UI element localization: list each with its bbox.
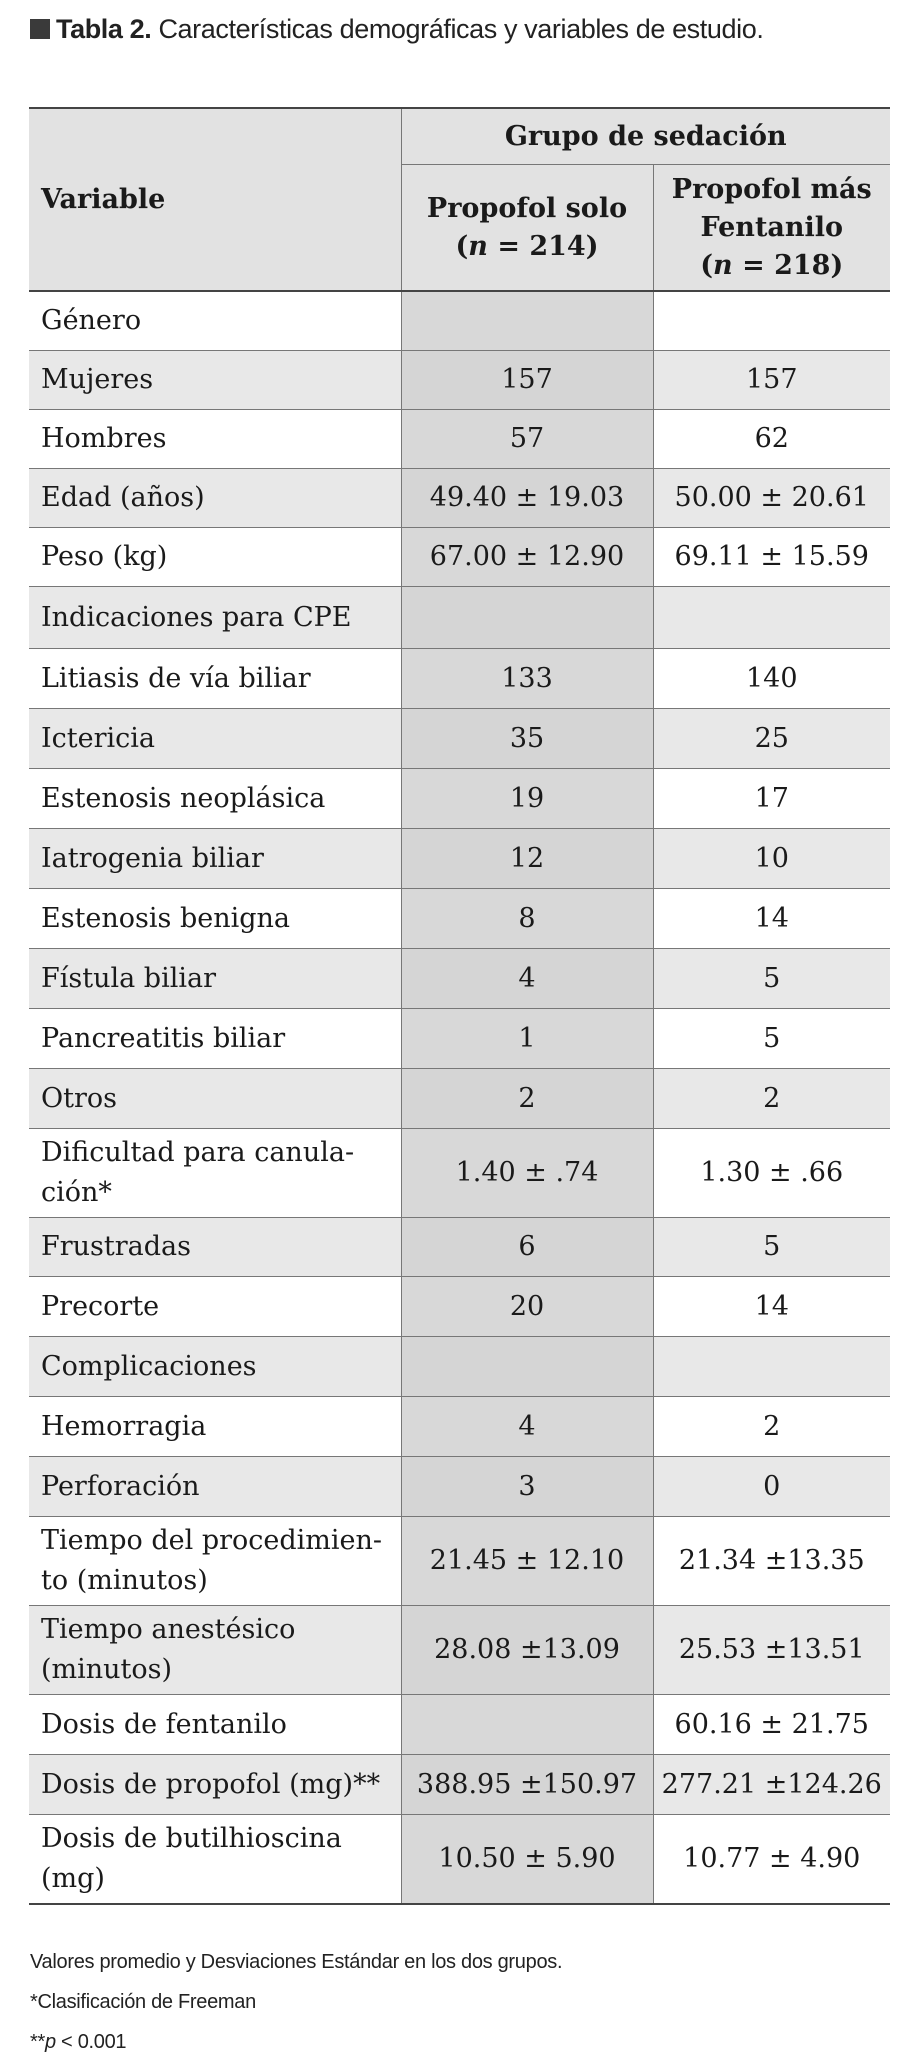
cell-propofol-fentanilo: 0 [653, 1457, 890, 1517]
header-col1-name: Propofol solo [426, 192, 628, 224]
header-propofol-solo [401, 165, 653, 292]
cell-propofol-fentanilo: 25.53 ±13.51 [653, 1606, 890, 1695]
table-row [29, 469, 890, 528]
table-row [29, 1517, 890, 1606]
row-label: Precorte [29, 1277, 401, 1337]
table-row [29, 1129, 890, 1218]
cell-propofol-fentanilo: 157 [653, 351, 890, 410]
table-row [29, 351, 890, 410]
header-col2-name-1: Propofol más [671, 173, 872, 205]
cell-propofol-fentanilo: 10.77 ± 4.90 [653, 1815, 890, 1905]
cell-propofol-solo: 49.40 ± 19.03 [401, 469, 653, 528]
cell-propofol-solo [401, 291, 653, 351]
row-label: Perforación [29, 1457, 401, 1517]
cell-propofol-solo: 57 [401, 410, 653, 469]
square-bullet-icon [30, 19, 50, 39]
cell-propofol-fentanilo: 14 [653, 1277, 890, 1337]
cell-propofol-fentanilo: 10 [653, 829, 890, 889]
cell-propofol-solo [401, 1695, 653, 1755]
cell-propofol-fentanilo: 50.00 ± 20.61 [653, 469, 890, 528]
row-label: Género [29, 291, 401, 351]
cell-propofol-solo: 388.95 ±150.97 [401, 1755, 653, 1815]
row-label: Tiempo anestésico (minutos) [29, 1606, 401, 1695]
table-row [29, 410, 890, 469]
cell-propofol-solo: 2 [401, 1069, 653, 1129]
table-row [29, 1069, 890, 1129]
table-row [29, 1815, 890, 1905]
cell-propofol-solo: 28.08 ±13.09 [401, 1606, 653, 1695]
header-row-group [29, 108, 890, 165]
row-label: Dificultad para canula- ción* [29, 1129, 401, 1218]
note-freeman: *Clasificación de Freeman [30, 1991, 256, 2013]
row-label: Litiasis de vía biliar [29, 649, 401, 709]
cell-propofol-solo: 4 [401, 1397, 653, 1457]
row-label: Dosis de fentanilo [29, 1695, 401, 1755]
cell-propofol-fentanilo [653, 587, 890, 649]
cell-propofol-solo: 21.45 ± 12.10 [401, 1517, 653, 1606]
table-row [29, 1755, 890, 1815]
header-col1-n: (n = 214) [455, 230, 599, 262]
cell-propofol-solo: 6 [401, 1218, 653, 1277]
cell-propofol-fentanilo: 140 [653, 649, 890, 709]
table-row [29, 649, 890, 709]
row-label: Hombres [29, 410, 401, 469]
cell-propofol-fentanilo: 17 [653, 769, 890, 829]
row-label: Frustradas [29, 1218, 401, 1277]
header-col2-n: (n = 218) [700, 249, 844, 281]
table-row [29, 1397, 890, 1457]
cell-propofol-fentanilo: 2 [653, 1069, 890, 1129]
row-label: Dosis de butilhioscina (mg) [29, 1815, 401, 1905]
row-label: Ictericia [29, 709, 401, 769]
cell-propofol-fentanilo: 5 [653, 949, 890, 1009]
row-label: Fístula biliar [29, 949, 401, 1009]
note-p-value: **p < 0.001 [30, 2031, 127, 2053]
cell-propofol-solo: 133 [401, 649, 653, 709]
table-row [29, 1606, 890, 1695]
row-label: Edad (años) [29, 469, 401, 528]
row-label: Otros [29, 1069, 401, 1129]
table-caption [30, 14, 763, 45]
row-label: Hemorragia [29, 1397, 401, 1457]
cell-propofol-fentanilo: 277.21 ±124.26 [653, 1755, 890, 1815]
caption-label: Tabla 2. [56, 14, 152, 44]
table-row [29, 889, 890, 949]
table-row [29, 1337, 890, 1397]
table-row [29, 587, 890, 649]
cell-propofol-fentanilo: 69.11 ± 15.59 [653, 528, 890, 587]
cell-propofol-solo: 67.00 ± 12.90 [401, 528, 653, 587]
header-variable: Variable [29, 108, 401, 291]
row-label: Complicaciones [29, 1337, 401, 1397]
caption-text: Características demográficas y variables de estudio. [151, 14, 764, 44]
cell-propofol-fentanilo: 62 [653, 410, 890, 469]
header-propofol-fentanilo [653, 165, 890, 292]
cell-propofol-solo: 12 [401, 829, 653, 889]
cell-propofol-fentanilo: 60.16 ± 21.75 [653, 1695, 890, 1755]
cell-propofol-fentanilo [653, 291, 890, 351]
table-row [29, 1009, 890, 1069]
cell-propofol-fentanilo: 5 [653, 1218, 890, 1277]
table-row [29, 769, 890, 829]
table-notes [30, 1942, 562, 2062]
cell-propofol-fentanilo: 21.34 ±13.35 [653, 1517, 890, 1606]
table-row [29, 1457, 890, 1517]
row-label: Mujeres [29, 351, 401, 410]
cell-propofol-fentanilo [653, 1337, 890, 1397]
table-row [29, 949, 890, 1009]
cell-propofol-solo [401, 1337, 653, 1397]
row-label: Peso (kg) [29, 528, 401, 587]
cell-propofol-solo: 157 [401, 351, 653, 410]
cell-propofol-solo: 4 [401, 949, 653, 1009]
table-row [29, 829, 890, 889]
cell-propofol-solo: 19 [401, 769, 653, 829]
table-row [29, 1218, 890, 1277]
note-averages: Valores promedio y Desviaciones Estándar en los dos grupos. [30, 1951, 563, 1973]
table-row [29, 709, 890, 769]
cell-propofol-fentanilo: 25 [653, 709, 890, 769]
row-label: Estenosis neoplásica [29, 769, 401, 829]
table-row [29, 1277, 890, 1337]
row-label: Tiempo del procedimien- to (minutos) [29, 1517, 401, 1606]
table-row [29, 291, 890, 351]
cell-propofol-solo: 3 [401, 1457, 653, 1517]
cell-propofol-solo: 20 [401, 1277, 653, 1337]
cell-propofol-fentanilo: 5 [653, 1009, 890, 1069]
demographics-table [29, 107, 890, 1905]
cell-propofol-solo: 1.40 ± .74 [401, 1129, 653, 1218]
row-label: Dosis de propofol (mg)** [29, 1755, 401, 1815]
header-col2-name-2: Fentanilo [700, 211, 844, 243]
table-row [29, 528, 890, 587]
cell-propofol-solo: 1 [401, 1009, 653, 1069]
row-label: Indicaciones para CPE [29, 587, 401, 649]
table-row [29, 1695, 890, 1755]
cell-propofol-fentanilo: 14 [653, 889, 890, 949]
row-label: Iatrogenia biliar [29, 829, 401, 889]
cell-propofol-solo: 8 [401, 889, 653, 949]
row-label: Pancreatitis biliar [29, 1009, 401, 1069]
header-group: Grupo de sedación [401, 108, 890, 165]
cell-propofol-fentanilo: 2 [653, 1397, 890, 1457]
cell-propofol-fentanilo: 1.30 ± .66 [653, 1129, 890, 1218]
row-label: Estenosis benigna [29, 889, 401, 949]
cell-propofol-solo: 10.50 ± 5.90 [401, 1815, 653, 1905]
cell-propofol-solo [401, 587, 653, 649]
cell-propofol-solo: 35 [401, 709, 653, 769]
